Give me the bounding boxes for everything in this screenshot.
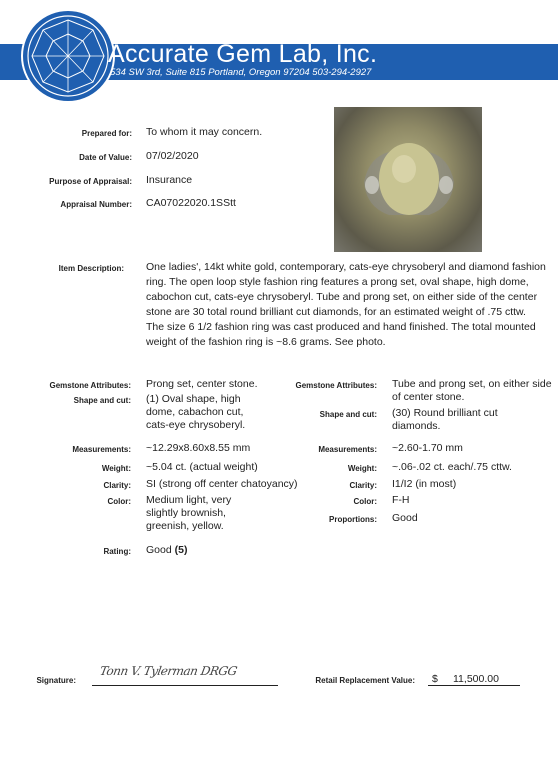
appraisal-number-value: CA07022020.1SStt [146, 197, 236, 209]
left-measurements-label: Measurements: [72, 445, 131, 454]
company-name: Accurate Gem Lab, Inc. [108, 40, 378, 68]
rating-text: Good [146, 544, 172, 556]
left-color-value: Medium light, very slightly brownish, greenish, yellow. [146, 494, 232, 532]
right-color-label: Color: [353, 497, 377, 506]
signature-label: Signature: [36, 676, 76, 685]
rating-number: (5) [174, 544, 188, 556]
left-gem-attr-label: Gemstone Attributes: [49, 381, 131, 390]
rating-value [146, 544, 187, 557]
right-measurements-label: Measurements: [318, 445, 377, 454]
right-weight-value: ~.06-.02 ct. each/.75 cttw. [392, 461, 512, 473]
retail-value-label: Retail Replacement Value: [315, 676, 415, 685]
right-color-value: F-H [392, 494, 410, 506]
right-clarity-label: Clarity: [349, 481, 377, 490]
right-gem-attr-value: Tube and prong set, on either side of center stone. [392, 378, 552, 403]
gem-logo [20, 8, 116, 104]
signature: Tonn V. Tylerman DRGG [98, 664, 238, 678]
left-gem-attr-value: Prong set, center stone. [146, 378, 258, 390]
left-clarity-value: SI (strong off center chatoyancy) [146, 478, 298, 490]
appraisal-number-label: Appraisal Number: [60, 200, 132, 209]
right-shape-label: Shape and cut: [319, 410, 377, 419]
left-clarity-label: Clarity: [103, 481, 131, 490]
right-measurements-value: ~2.60-1.70 mm [392, 442, 463, 454]
item-description-label: Item Description: [58, 264, 124, 273]
left-weight-label: Weight: [101, 464, 131, 473]
right-proportions-label: Proportions: [329, 515, 377, 524]
retail-value-line [428, 685, 520, 686]
left-measurements-value: ~12.29x8.60x8.55 mm [146, 442, 251, 454]
left-color-label: Color: [107, 497, 131, 506]
right-proportions-value: Good [392, 512, 418, 524]
right-clarity-value: I1/I2 (in most) [392, 478, 457, 490]
left-shape-label: Shape and cut: [73, 396, 131, 405]
date-value: 07/02/2020 [146, 150, 199, 162]
prepared-for-label: Prepared for: [81, 129, 132, 138]
right-gem-attr-label: Gemstone Attributes: [295, 381, 377, 390]
rating-label: Rating: [103, 547, 131, 556]
retail-currency: $ [432, 673, 438, 685]
left-shape-value: (1) Oval shape, high dome, cabachon cut, cats-eye chrysoberyl. [146, 393, 246, 431]
right-weight-label: Weight: [347, 464, 377, 473]
left-weight-value: ~5.04 ct. (actual weight) [146, 461, 258, 473]
date-label: Date of Value: [79, 153, 132, 162]
purpose-value: Insurance [146, 174, 193, 186]
signature-line [92, 685, 278, 686]
ring-photo [334, 107, 482, 252]
company-address: 534 SW 3rd, Suite 815 Portland, Oregon 97204 503-294-2927 [110, 67, 372, 78]
prepared-for-value: To whom it may concern. [146, 126, 263, 138]
retail-value: 11,500.00 [453, 673, 499, 685]
purpose-label: Purpose of Appraisal: [49, 177, 132, 186]
item-description-text: One ladies', 14kt white gold, contemporary, cats-eye chrysoberyl and diamond fashion ring. The open loop style fashion ring features a prong set, oval shape, high dome, cabochon cut, cats-eye chrysoberyl. Tube and prong set, on either side of the center stone are 30 total round brilliant cut diamonds, for an estimated weight of .75 cttw. The size 6 1/2 fashion ring was cast produced and hand finished. The total mounted weight of the fashion ring is ~8.6 grams. See photo. [146, 261, 546, 348]
right-shape-value: (30) Round brilliant cut diamonds. [392, 407, 498, 432]
